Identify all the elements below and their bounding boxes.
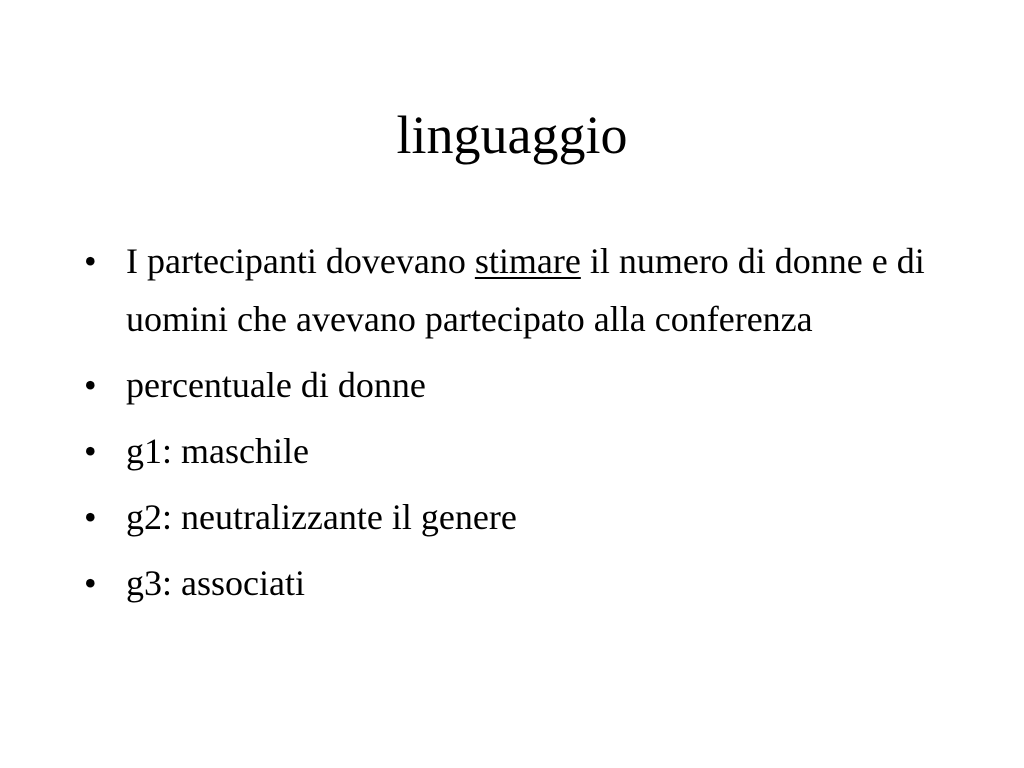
bullet-text-emphasis: stimare	[474, 241, 581, 281]
bullet-item-g2	[84, 489, 964, 546]
bullet-dot-icon: •	[84, 497, 97, 537]
bullet-text: g3: associati	[126, 563, 305, 603]
bullet-item-g1	[84, 423, 964, 480]
bullet-text-before: I partecipanti dovevano	[126, 241, 475, 281]
bullet-text: g1: maschile	[126, 431, 309, 471]
bullet-item-percentuale	[84, 357, 964, 414]
bullet-text-after: il numero di donne e di uomini che avevano partecipato alla conferenza	[126, 241, 925, 339]
bullet-item-g3	[84, 555, 964, 612]
bullet-item-stimare	[84, 232, 964, 348]
bullet-text: percentuale di donne	[126, 365, 426, 405]
slide-title: linguaggio	[396, 105, 628, 165]
bullet-text: g2: neutralizzante il genere	[126, 497, 517, 537]
bullet-list	[84, 232, 964, 621]
bullet-dot-icon: •	[84, 365, 97, 405]
bullet-dot-icon: •	[84, 563, 97, 603]
bullet-dot-icon: •	[84, 241, 97, 281]
bullet-dot-icon: •	[84, 431, 97, 471]
